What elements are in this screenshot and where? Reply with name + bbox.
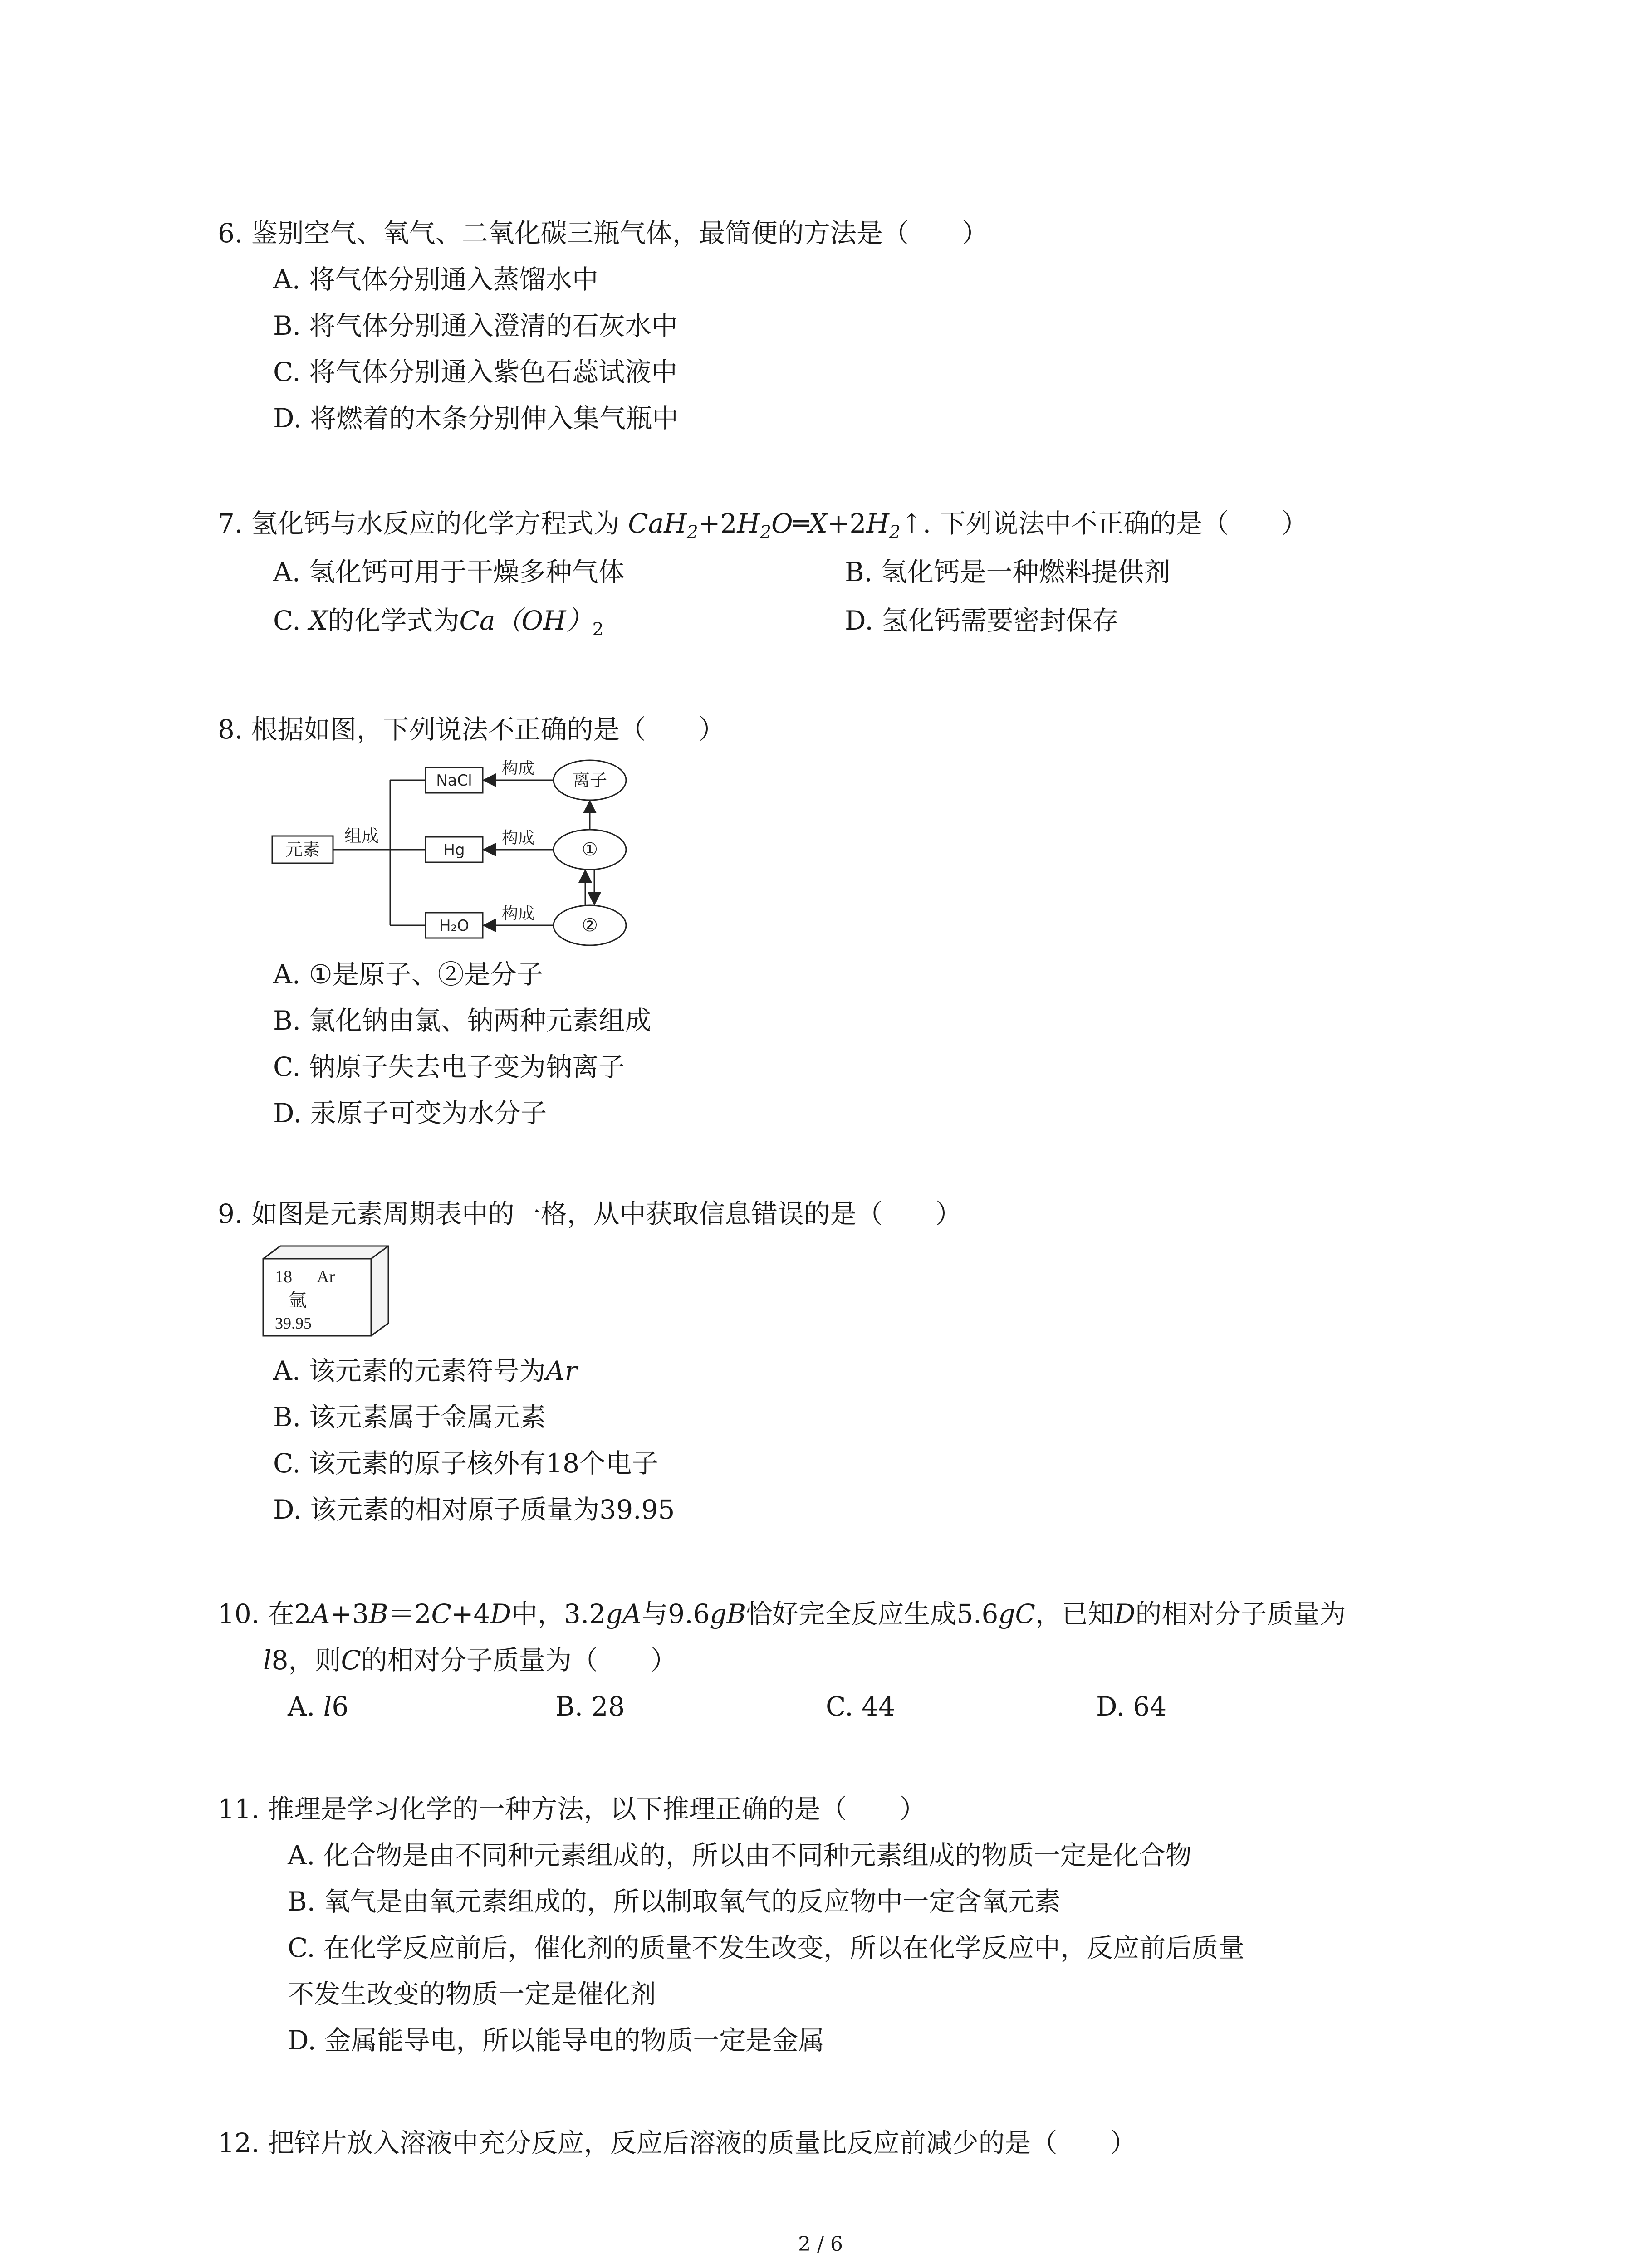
periodic-table-cell — [253, 1241, 398, 1349]
q9-option-c: C. 该元素的原子核外有18个电子 — [273, 1448, 658, 1479]
atomic-number: 18 — [275, 1267, 292, 1286]
element-label: 元素 — [285, 840, 320, 860]
q8-diagram — [268, 758, 649, 957]
q11-option-a: A. 化合物是由不同种元素组成的，所以由不同种元素组成的物质一定是化合物 — [288, 1840, 1192, 1871]
q10-option-d: D. 64 — [1096, 1691, 1167, 1722]
q11-option-d: D. 金属能导电，所以能导电的物质一定是金属 — [288, 2025, 825, 2056]
q6-option-d: D. 将燃着的木条分别伸入集气瓶中 — [273, 403, 679, 434]
constitute-label-1: 构成 — [501, 759, 535, 778]
q6-stem: 6. 鉴别空气、氧气、二氧化碳三瓶气体，最简便的方法是（ ） — [218, 218, 988, 249]
q7-option-b: B. 氢化钙是一种燃料提供剂 — [845, 557, 1171, 587]
q10-option-b: B. 28 — [555, 1691, 625, 1722]
q10-option-a: A. l6 — [288, 1691, 349, 1722]
atomic-mass: 39.95 — [275, 1314, 312, 1332]
h2o-label: H₂O — [439, 917, 469, 935]
q7-option-a: A. 氢化钙可用于干燥多种气体 — [273, 557, 625, 587]
q11-option-b: B. 氧气是由氧元素组成的，所以制取氧气的反应物中一定含氧元素 — [288, 1886, 1061, 1917]
element-symbol: Ar — [317, 1267, 335, 1286]
q8-option-d: D. 汞原子可变为水分子 — [273, 1098, 547, 1129]
q12-stem: 12. 把锌片放入溶液中充分反应，反应后溶液的质量比反应前减少的是（ ） — [218, 2127, 1136, 2158]
element-name: 氩 — [289, 1290, 307, 1310]
constitute-label-3: 构成 — [501, 904, 535, 923]
q6-option-c: C. 将气体分别通入紫色石蕊试液中 — [273, 357, 678, 387]
q7-equation: $CaH_2+2H_2O═X+2H_2↑$ — [628, 508, 923, 543]
q9-option-a: A. 该元素的元素符号为Ar — [273, 1355, 578, 1386]
q8-stem: 8. 根据如图，下列说法不正确的是（ ） — [218, 714, 725, 745]
q6-option-b: B. 将气体分别通入澄清的石灰水中 — [273, 310, 678, 341]
hg-label: Hg — [443, 841, 465, 859]
page-number: 2 / 6 — [798, 2233, 843, 2256]
q8-option-a: A. ①是原子、②是分子 — [273, 959, 543, 990]
q7-stem-prefix: 7. 氢化钙与水反应的化学方程式为 — [218, 508, 628, 539]
nacl-label: NaCl — [436, 772, 472, 790]
q7-stem-suffix: . 下列说法中不正确的是（ ） — [922, 508, 1308, 539]
q10-stem-line1: 10. 在2A+3B＝2C+4D中，3.2gA与9.6gB恰好完全反应生成5.6gC，已知D的相对分子质量为 — [218, 1598, 1346, 1629]
constitute-label-2: 构成 — [501, 829, 535, 847]
compose-label: 组成 — [344, 826, 379, 846]
circle-1-label: ① — [582, 839, 598, 860]
q7-option-c: C. X的化学式为$Ca(OH)_2$ — [273, 605, 604, 640]
q7-stem — [218, 507, 1308, 543]
q10-stem-line2: l8，则C的相对分子质量为（ ） — [263, 1645, 677, 1676]
circle-2-label: ② — [582, 915, 598, 936]
q8-option-c: C. 钠原子失去电子变为钠离子 — [273, 1051, 625, 1082]
q6-option-a: A. 将气体分别通入蒸馏水中 — [273, 264, 598, 295]
q10-option-c: C. 44 — [826, 1691, 895, 1722]
q9-option-d: D. 该元素的相对原子质量为39.95 — [273, 1494, 675, 1525]
q11-option-c-line2: 不发生改变的物质一定是催化剂 — [288, 1979, 656, 2009]
ion-label: 离子 — [572, 770, 607, 790]
q9-option-b: B. 该元素属于金属元素 — [273, 1402, 546, 1432]
q7-option-d: D. 氢化钙需要密封保存 — [845, 605, 1119, 636]
q9-stem: 9. 如图是元素周期表中的一格，从中获取信息错误的是（ ） — [218, 1198, 962, 1229]
q8-option-b: B. 氯化钠由氯、钠两种元素组成 — [273, 1005, 652, 1036]
q11-stem: 11. 推理是学习化学的一种方法，以下推理正确的是（ ） — [218, 1794, 926, 1824]
q11-option-c-line1: C. 在化学反应前后，催化剂的质量不发生改变，所以在化学反应中，反应前后质量 — [288, 1932, 1245, 1963]
